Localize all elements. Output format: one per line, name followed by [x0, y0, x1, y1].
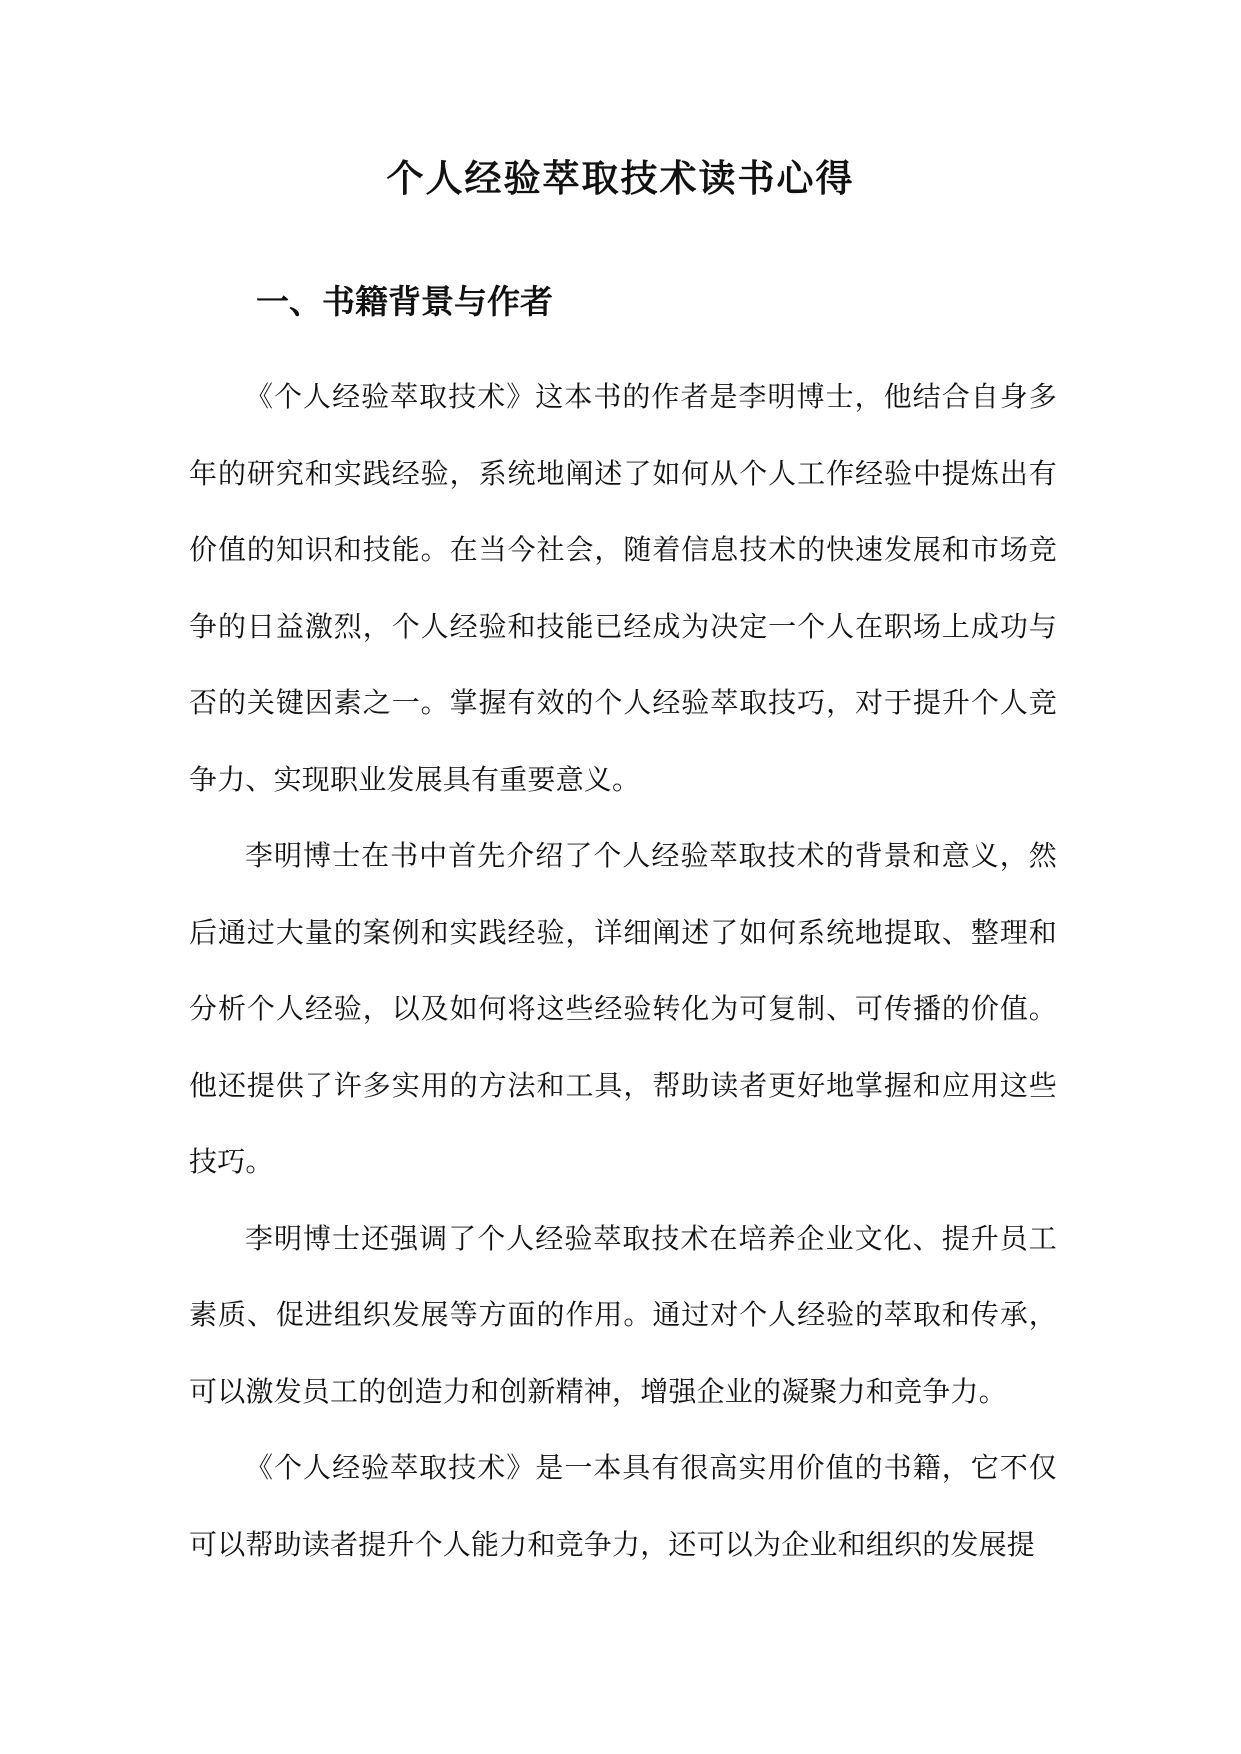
paragraph: 《个人经验萃取技术》是一本具有很高实用价值的书籍，它不仅可以帮助读者提升个人能力和竞争力，还可以为企业和组织的发展提: [189, 1451, 1057, 1561]
document-title: 个人经验萃取技术读书心得: [386, 156, 855, 200]
section-body: [189, 359, 1057, 1583]
paragraph: 《个人经验萃取技术》这本书的作者是李明博士，他结合自身多年的研究和实践经验，系统地阐述了如何从个人工作经验中提炼出有价值的知识和技能。在当今社会，随着信息技术的快速发展和市场竞争的日益激烈，个人经验和技能已经成为决定一个人在职场上成功与否的关键因素之一。掌握有效的个人经验萃取技巧，对于提升个人竞争力、实现职业发展具有重要意义。: [189, 380, 1057, 796]
section-heading: 一、书籍背景与作者: [256, 282, 553, 321]
paragraph: 李明博士还强调了个人经验萃取技术在培养企业文化、提升员工素质、促进组织发展等方面的作用。通过对个人经验的萃取和传承，可以激发员工的创造力和创新精神，增强企业的凝聚力和竞争力。: [189, 1221, 1057, 1408]
paragraph: 李明博士在书中首先介绍了个人经验萃取技术的背景和意义，然后通过大量的案例和实践经验，详细阐述了如何系统地提取、整理和分析个人经验，以及如何将这些经验转化为可复制、可传播的价值。他还提供了许多实用的方法和工具，帮助读者更好地掌握和应用这些技巧。: [189, 839, 1057, 1178]
